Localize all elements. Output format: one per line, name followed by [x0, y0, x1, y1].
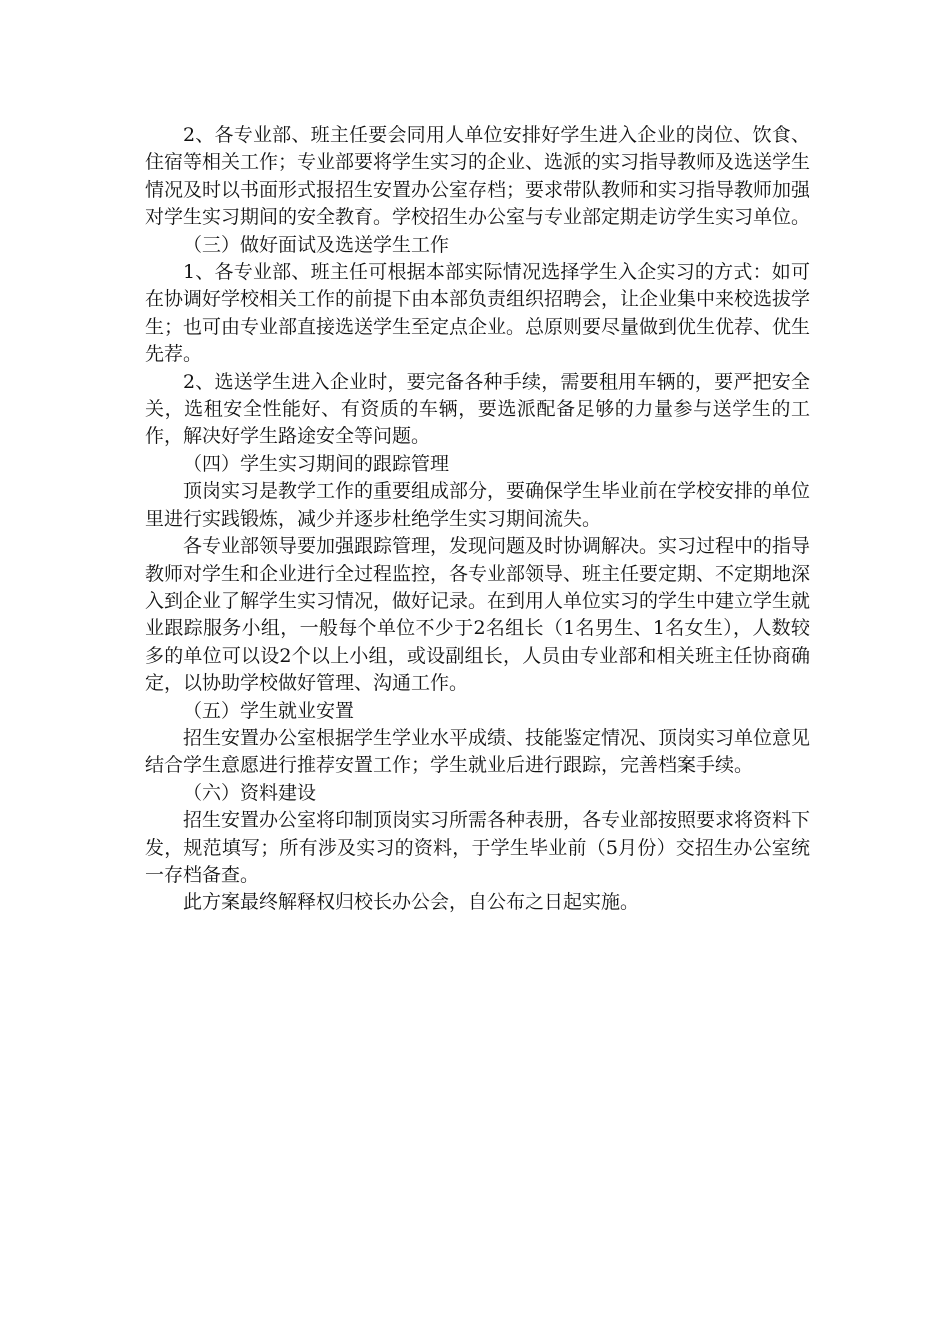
paragraph-tracking-details: 各专业部领导要加强跟踪管理，发现问题及时协调解决。实习过程中的指导教师对学生和企业进行全过程监控，各专业部领导、班主任要定期、不定期地深入到企业了解学生实习情况，做好记录。在到用人单位实习的学生中建立学生就业跟踪服务小组，一般每个单位不少于2名组长（1名男生、1名女生），人数较多的单位可以设2个以上小组，或设副组长，人员由专业部和相关班主任协商确定，以协助学校做好管理、沟通工作。 — [145, 535, 811, 695]
paragraph-internship-arrangements: 2、各专业部、班主任要会同用人单位安排好学生进入企业的岗位、饮食、住宿等相关工作；专业部要将学生实习的企业、选派的实习指导教师及选送学生情况及时以书面形式报招生安置办公室存档；要求带队教师和实习指导教师加强对学生实习期间的安全教育。学校招生办公室与专业部定期走访学生实习单位。 — [145, 124, 811, 229]
paragraph-final-interpretation: 此方案最终解释权归校长办公会，自公布之日起实施。 — [183, 891, 640, 914]
paragraph-selection-methods: 1、各专业部、班主任可根据本部实际情况选择学生入企实习的方式：如可在协调好学校相关工作的前提下由本部负责组织招聘会，让企业集中来校选拔学生；也可由专业部直接选送学生至定点企业。总原则要尽量做到优生优荐、优生先荐。 — [145, 261, 811, 366]
section-heading-records: （六）资料建设 — [183, 781, 317, 804]
section-heading-tracking-management: （四）学生实习期间的跟踪管理 — [183, 452, 450, 475]
paragraph-records-archiving: 招生安置办公室将印制顶岗实习所需各种表册，各专业部按照要求将资料下发，规范填写；所有涉及实习的资料，于学生毕业前（5月份）交招生办公室统一存档备查。 — [145, 809, 811, 886]
paragraph-placement-work: 招生安置办公室根据学生学业水平成绩、技能鉴定情况、顶岗实习单位意见结合学生意愿进行推荐安置工作；学生就业后进行跟踪，完善档案手续。 — [145, 726, 811, 777]
section-heading-interview-selection: （三）做好面试及选送学生工作 — [183, 233, 450, 256]
paragraph-transport-safety: 2、选送学生进入企业时，要完备各种手续，需要租用车辆的，要严把安全关，选租安全性能好、有资质的车辆，要选派配备足够的力量参与送学生的工作，解决好学生路途安全等问题。 — [145, 370, 810, 448]
paragraph-internship-importance: 顶岗实习是教学工作的重要组成部分，要确保学生毕业前在学校安排的单位里进行实践锻炼，减少并逐步杜绝学生实习期间流失。 — [145, 480, 811, 530]
section-heading-employment-placement: （五）学生就业安置 — [183, 699, 355, 722]
document-body — [145, 122, 810, 917]
